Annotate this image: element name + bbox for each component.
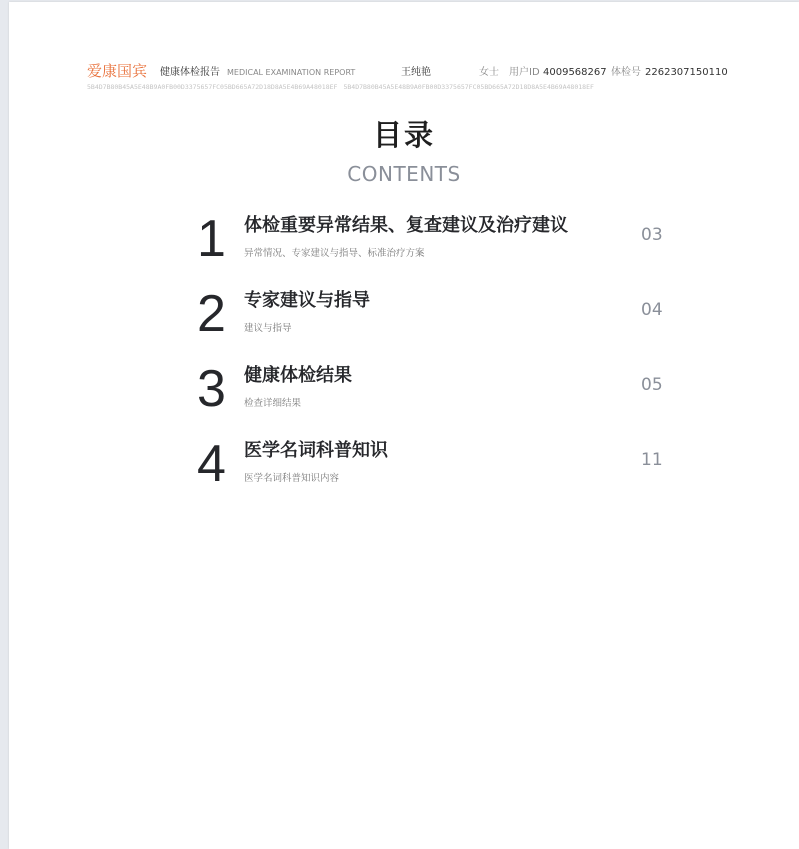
toc-item-subtitle: 医学名词科普知识内容	[244, 473, 340, 484]
brand-logo-text: 爱康国宾	[87, 62, 148, 80]
toc-item-page: 04	[641, 300, 663, 320]
page-subtitle: CONTENTS	[347, 162, 461, 186]
table-of-contents	[197, 207, 677, 507]
patient-name: 王纯艳	[401, 67, 431, 78]
toc-item-title: 医学名词科普知识	[244, 440, 388, 461]
toc-item-number: 4	[197, 435, 226, 493]
report-title-cn: 健康体检报告	[160, 67, 220, 78]
toc-item-number: 1	[197, 210, 226, 268]
exam-number-value: 2262307150110	[645, 67, 728, 78]
toc-item-subtitle: 异常情况、专家建议与指导、标准治疗方案	[244, 248, 425, 259]
report-header	[87, 61, 737, 83]
toc-item-2[interactable]	[197, 282, 677, 357]
report-hash-right: 5B4D7B80B45A5E48B9A0FB00D3375657FC05BD665A72D18D8A5E4B69A48018EF	[343, 83, 594, 91]
user-id-label: 用户ID	[509, 67, 540, 78]
page-title: 目录	[372, 118, 435, 152]
toc-item-subtitle: 建议与指导	[244, 323, 292, 334]
report-title-en: MEDICAL EXAMINATION REPORT	[227, 68, 356, 77]
report-page	[9, 2, 799, 849]
report-hash-row	[87, 83, 594, 92]
toc-item-number: 3	[197, 360, 226, 418]
toc-item-title: 健康体检结果	[244, 365, 352, 386]
toc-item-1[interactable]	[197, 207, 677, 282]
toc-item-page: 03	[641, 225, 663, 245]
toc-item-title: 体检重要异常结果、复查建议及治疗建议	[244, 215, 568, 236]
toc-item-4[interactable]	[197, 432, 677, 507]
toc-item-page: 05	[641, 375, 663, 395]
toc-item-3[interactable]	[197, 357, 677, 432]
report-hash-left: 5B4D7B80B45A5E48B9A0FB00D3375657FC05BD665A72D18D8A5E4B69A48018EF	[87, 83, 338, 91]
exam-number-label: 体检号	[611, 67, 641, 78]
toc-item-subtitle: 检查详细结果	[244, 398, 302, 409]
user-id-value: 4009568267	[543, 67, 607, 78]
toc-item-number: 2	[197, 285, 226, 343]
toc-item-page: 11	[641, 450, 663, 470]
patient-gender: 女士	[479, 67, 499, 78]
toc-item-title: 专家建议与指导	[244, 290, 370, 311]
